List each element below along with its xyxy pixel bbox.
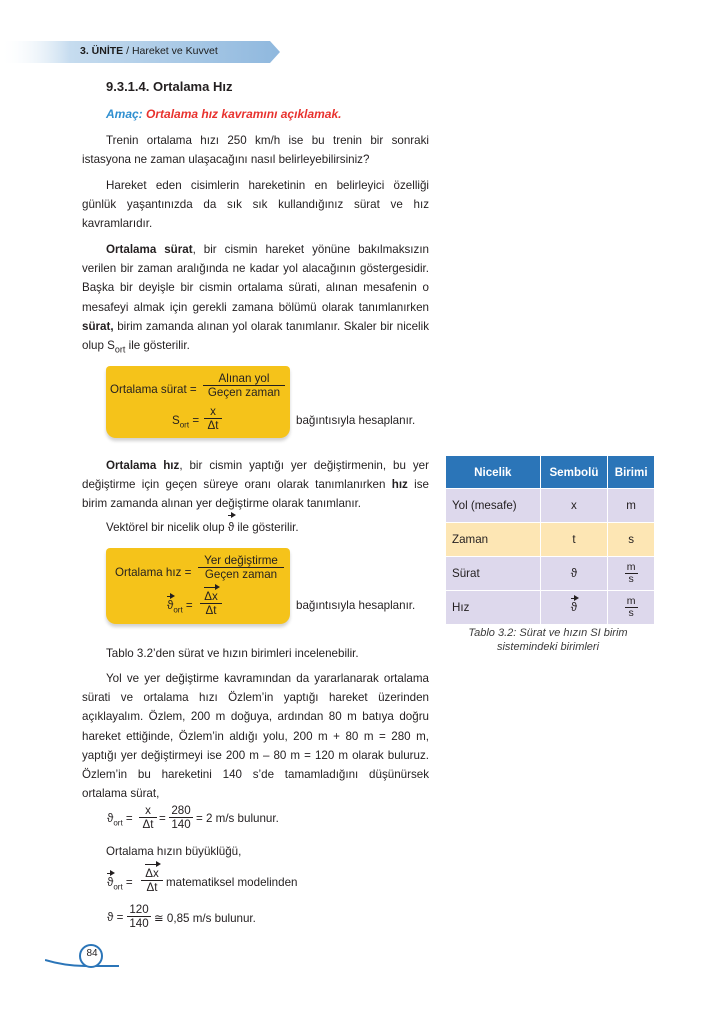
table-cell: s bbox=[608, 523, 655, 557]
eq3-result: ≅ 0,85 m/s bulunur. bbox=[154, 912, 256, 925]
velocity-fraction-2: Δx Δt bbox=[200, 590, 222, 617]
table-header: Nicelik bbox=[446, 456, 541, 489]
eq2-symbol: $ϑ_{ort}$ = bbox=[107, 876, 133, 892]
eq1-result: = 2 m/s bulunur. bbox=[196, 812, 279, 825]
table-row bbox=[446, 523, 655, 557]
table-cell: $\frac{m}{s}$ bbox=[608, 557, 655, 591]
speed-after-text: bağıntısıyla hesaplanır. bbox=[296, 414, 416, 427]
table-cell: t bbox=[540, 523, 608, 557]
table-cell: $\frac{m}{s}$ bbox=[608, 591, 655, 625]
table-header-row bbox=[446, 456, 655, 489]
paragraph-2: Hareket eden cisimlerin hareketinin en belirleyici özelliği günlük yaşantınızda da sık sık kullandığınız sürat ve hız kavramlarıdır. bbox=[82, 179, 429, 231]
table-cell: Hız bbox=[446, 591, 541, 625]
table-cell: ϑ bbox=[540, 557, 608, 591]
table-caption: Tablo 3.2: Sürat ve hızın SI birim sistemindeki birimleri bbox=[468, 627, 628, 653]
paragraph-7: Yol ve yer değiştirme kavramından da yararlanarak ortalama sürati ve ortalama hızı Özlem’in yaptığı hareket üzerinden açıklayalım. Özlem, 200 m doğuya, ardından 80 m batıya doğru hareket ettiğinde, Özlem’in aldığı yolu, 200 m + 80 m = 280 m, yaptığı yer değiştirmeyi ise 200 m – 80 m = 120 m olarak buluruz. Özlem’in bu hareketini 140 s’de tamamladığını düşünürsek ortalama sürat, bbox=[82, 672, 429, 801]
eq1-equals: = bbox=[159, 812, 166, 825]
table-header: Birimi bbox=[608, 456, 655, 489]
velocity-symbol: $ϑ_{ort}$ = bbox=[167, 599, 193, 615]
paragraph-5: Vektörel bir nicelik olup ϑ ile gösterilir. bbox=[82, 518, 429, 537]
paragraph-6: Tablo 3.2’den sürat ve hızın birimleri incelenebilir. bbox=[106, 647, 359, 660]
table-cell: Yol (mesafe) bbox=[446, 489, 541, 523]
eq3-symbol: ϑ = bbox=[107, 911, 124, 924]
aim-text: Ortalama hız kavramını açıklamak. bbox=[146, 107, 342, 121]
speed-symbol: $S_{ort}$ = bbox=[172, 414, 200, 430]
paragraph-3: Ortalama sürat, bir cismin hareket yönüne bakılmaksızın verilen bir zaman aralığında ne kadar yol alacağının göstergesidir. Başka bir deyişle bir cismin ortalama sürati, alınan mesafenin o mesafeyi almak için gerekli zamana bölümü olarak tanımlanırken sürat, birim zamanda alınan yol olarak tanımlanır. Skaler bir nicelik olup $S_{ort}$ ile gösterilir. bbox=[82, 243, 429, 355]
eq1-symbol: $ϑ_{ort}$ = bbox=[107, 812, 133, 828]
table-row bbox=[446, 591, 655, 625]
table-cell: Zaman bbox=[446, 523, 541, 557]
table-cell: m bbox=[608, 489, 655, 523]
aim-label: Amaç: bbox=[106, 107, 143, 121]
eq2-tail: matematiksel modelinden bbox=[166, 876, 298, 889]
eq1-fraction-2: 280 140 bbox=[169, 804, 193, 831]
table-row bbox=[446, 489, 655, 523]
units-table bbox=[445, 455, 655, 625]
unit-label: 3. ÜNİTE bbox=[80, 45, 124, 57]
eq3-fraction: 120 140 bbox=[127, 903, 151, 930]
paragraph-4: Ortalama hız, bir cismin yaptığı yer değiştirmenin, bu yer değiştirme için geçen süreye oranı olarak tanımlanırken hız ise birim zamanda alınan yer değiştirme olarak tanımlanır. bbox=[82, 459, 429, 511]
velocity-fraction: Yer değiştirme Geçen zaman bbox=[198, 554, 284, 581]
velocity-after-text: bağıntısıyla hesaplanır. bbox=[296, 599, 416, 612]
eq2-fraction: Δx Δt bbox=[141, 867, 163, 894]
speed-fraction-2: x Δt bbox=[204, 405, 222, 432]
eq1-fraction-1: x Δt bbox=[139, 804, 157, 831]
table-cell: ϑ bbox=[540, 591, 608, 625]
table-header: Sembolü bbox=[540, 456, 608, 489]
aim bbox=[106, 107, 341, 121]
page-number: 84 bbox=[86, 948, 98, 959]
speed-fraction: Alınan yol Geçen zaman bbox=[203, 372, 285, 399]
header-text bbox=[80, 45, 218, 57]
speed-label: Ortalama sürat = bbox=[110, 383, 197, 396]
table-cell: Sürat bbox=[446, 557, 541, 591]
paragraph-8: Ortalama hızın büyüklüğü, bbox=[106, 845, 242, 858]
unit-title: / Hareket ve Kuvvet bbox=[126, 45, 218, 57]
velocity-label: Ortalama hız = bbox=[115, 566, 192, 579]
table-row bbox=[446, 557, 655, 591]
section-title: 9.3.1.4. Ortalama Hız bbox=[106, 79, 233, 94]
paragraph-1: Trenin ortalama hızı 250 km/h ise bu trenin bir sonraki istasyona ne zaman ulaşacağını nasıl belirleyebilirsiniz? bbox=[82, 134, 429, 167]
table-cell: x bbox=[540, 489, 608, 523]
unit-header bbox=[0, 41, 280, 63]
